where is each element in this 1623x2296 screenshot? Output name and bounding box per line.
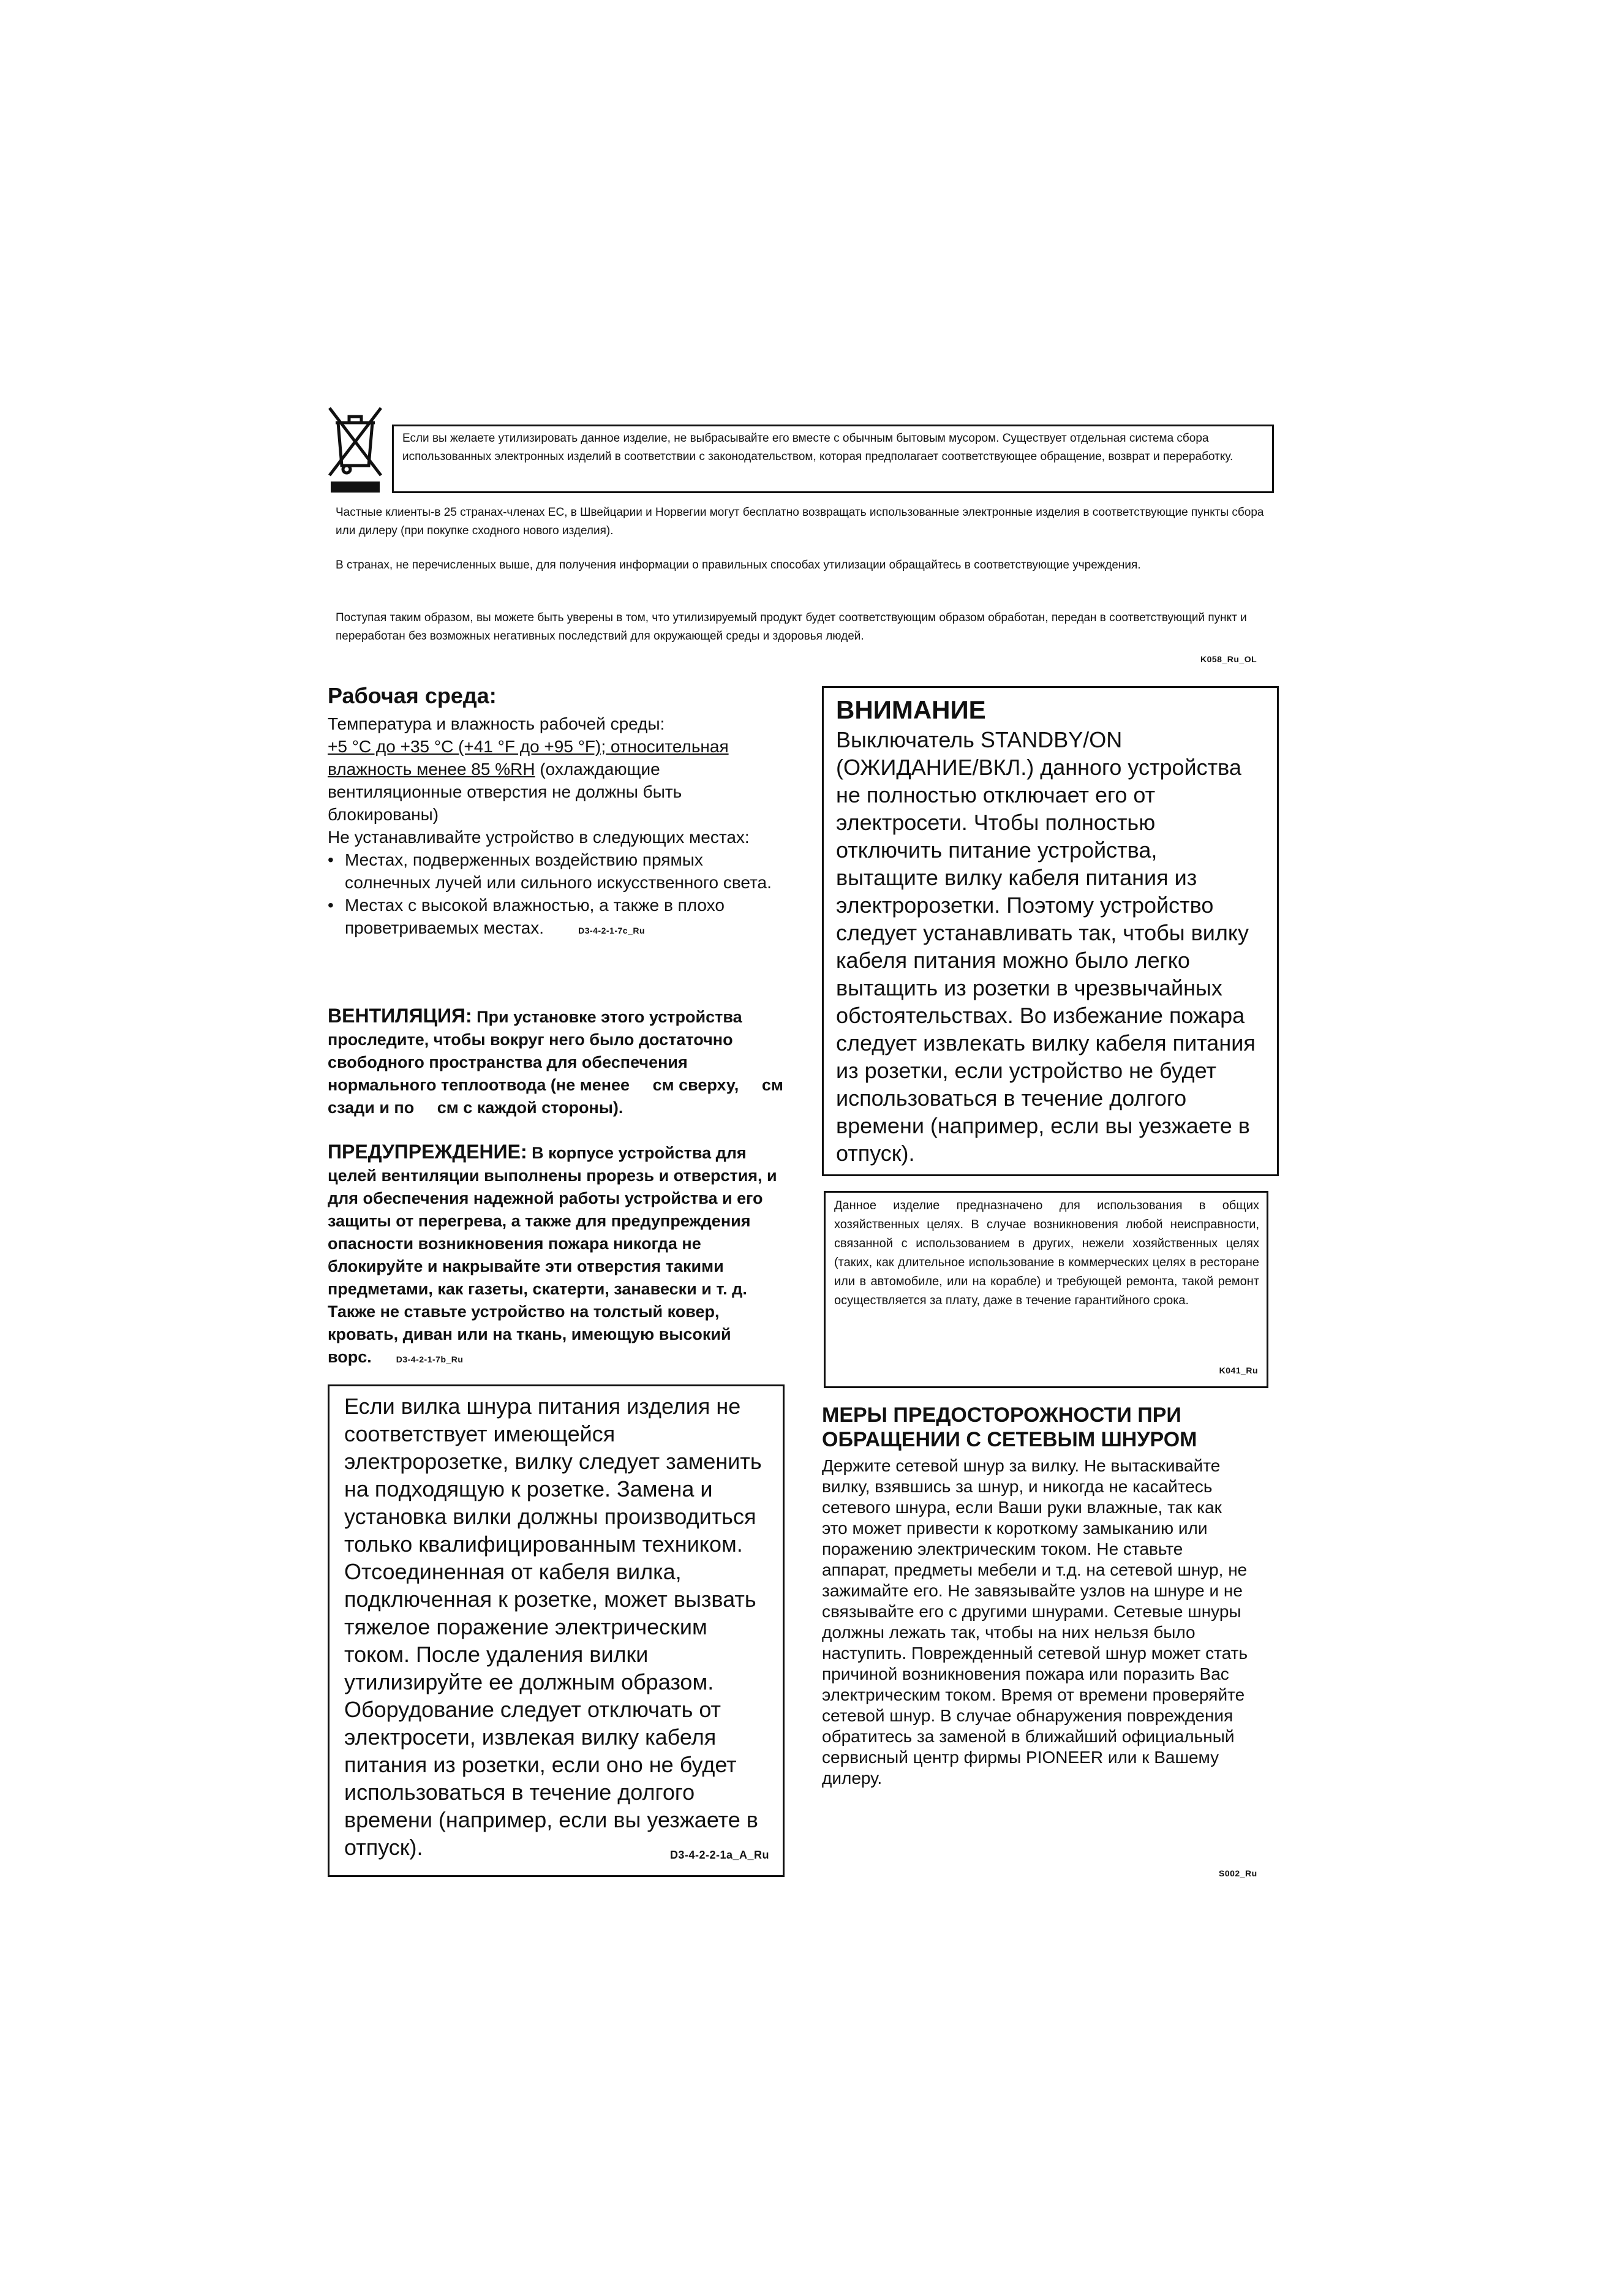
warning-ref-code: D3-4-2-1-7b_Ru [396, 1354, 464, 1364]
plug-ref-code: D3-4-2-2-1a_A_Ru [669, 1849, 769, 1861]
crossed-bin-icon [326, 404, 385, 496]
environment-title: Рабочая среда: [328, 683, 497, 708]
environment-range: +5 °C до +35 °C (+41 °F до +95 °F); относительная влажность менее 85 %RH [328, 737, 729, 779]
ventilation-section [328, 1005, 788, 1119]
environment-ref-code: D3-4-2-1-7c_Ru [578, 926, 646, 935]
cord-title: МЕРЫ ПРЕДОСТОРОЖНОСТИ ПРИ ОБРАЩЕНИИ С СЕТЕВЫМ ШНУРОМ [822, 1403, 1197, 1451]
environment-bullet-2: • Местах с высокой влажностью, а также в плохо проветриваемых местах. D3-4-2-1-7c_Ru [328, 894, 793, 942]
plug-replacement-text: Если вилка шнура питания изделия не соответствует имеющейся электророзетке, вилку следует заменить на подходящую к розетке. Замена и установка вилки должны производиться только квалифицированным техником. Отсоединенная от кабеля вилка, подключенная к розетке, может вызвать тяжелое поражение электрическим током. После удаления вилки утилизируйте ее должным образом. Оборудование следует отключать от электросети, извлекая вилку кабеля питания из розетки, если оно не будет использоваться в течение долгого времени (например, если вы уезжаете в отпуск). [344, 1394, 762, 1860]
cord-section [822, 1403, 1275, 1789]
environment-range-note: (охлаждающие вентиляционные отверстия не должны быть блокированы) [328, 760, 682, 824]
weee-notice-box [392, 425, 1274, 493]
warning-title: ПРЕДУПРЕЖДЕНИЕ: [328, 1141, 527, 1163]
household-ref-code: K041_Ru [1219, 1365, 1258, 1375]
caution-text: Выключатель STANDBY/ON (ОЖИДАНИЕ/ВКЛ.) данного устройства не полностью отключает его от электросети. Чтобы полностью отключить питание устройства, вытащите вилку кабеля питания из электророзетки. Поэтому устройство следует устанавливать так, чтобы вилку кабеля питания можно было легко вытащить из розетки в чрезвычайных обстоятельствах. Во избежание пожара следует извлекать вилку кабеля питания из розетки, если устройство не будет использоваться в течение долгого времени (например, если вы уезжаете в отпуск). [836, 727, 1256, 1166]
weee-notice-text: Если вы желаете утилизировать данное изделие, не выбрасывайте его вместе с обычным бытовым мусором. Существует отдельная система сбора использованных электронных изделий в соответствии с законодательством, которая предполагает соответствующее обращение, возврат и переработку. [402, 432, 1233, 463]
weee-paragraph-1: Частные клиенты-в 25 странах-членах ЕС, в Швейцарии и Норвегии могут бесплатно возвращать использованные электронные изделия в соответствующие пункты сбора или дилеру (при покупке сходного нового изделия). [336, 506, 1264, 537]
cord-text: Держите сетевой шнур за вилку. Не вытаскивайте вилку, взявшись за шнур, и никогда не касайтесь сетевого шнура, если Ваши руки влажные, так как это может привести к короткому замыканию или поражению электрическим током. Не ставьте аппарат, предметы мебели и т.д. на сетевой шнур, не зажимайте его. Не завязывайте узлов на шнуре и не связывайте его с другими шнурами. Сетевые шнуры должны лежать так, чтобы на них нельзя было наступить. Поврежденный сетевой шнур может стать причиной возникновения пожара или поразить Вас электрическим током. Время от времени проверяйте сетевой шнур. В случае обнаружения повреждения обратитесь за заменой в ближайший официальный сервисный центр фирмы PIONEER или к Вашему дилеру. [822, 1456, 1248, 1788]
caution-title: ВНИМАНИЕ [836, 695, 986, 724]
plug-replacement-box [328, 1384, 785, 1877]
environment-section [328, 683, 793, 942]
weee-paragraph-3: Поступая таким образом, вы можете быть уверены в том, что утилизируемый продукт будет соответствующим образом обработан, передан в соответствующий пункт и переработан без возможных негативных последствий для окружающей среды и здоровья людей. [336, 611, 1247, 643]
caution-box [822, 686, 1279, 1176]
environment-intro: Температура и влажность рабочей среды: [328, 714, 665, 733]
household-use-text: Данное изделие предназначено для использования в общих хозяйственных целях. В случае возникновения любой неисправности, связанной с использованием в других, нежели хозяйственных целях (таких, как длительное использование в коммерческих целях в ресторане или в автомобиле, или на корабле) и требующей ремонта, такой ремонт осуществляется за плату, даже в течение гарантийного срока. [834, 1199, 1259, 1307]
warning-section [328, 1141, 784, 1371]
ventilation-text: При установке этого устройства проследите, чтобы вокруг него было достаточно свободного пространства для обеспечения нормального теплоотвода (не менее см сверху, см сзади и по см с каждой стороны). [328, 1008, 788, 1117]
cord-ref-code: S002_Ru [1219, 1868, 1257, 1878]
weee-paragraph-2: В странах, не перечисленных выше, для получения информации о правильных способах утилизации обращайтесь в соответствующие учреждения. [336, 559, 1141, 572]
household-use-box [824, 1191, 1268, 1388]
ventilation-title: ВЕНТИЛЯЦИЯ: [328, 1005, 472, 1027]
environment-bullet-1: • Местах, подверженных воздействию прямых солнечных лучей или сильного искусственного света. [328, 848, 793, 894]
environment-placement-intro: Не устанавливайте устройство в следующих местах: [328, 828, 750, 847]
warning-text: В корпусе устройства для целей вентиляции выполнены прорезь и отверстия, и для обеспечения надежной работы устройства и его защиты от перегрева, а также для предупреждения опасности возникновения пожара никогда не блокируйте и накрывайте эти отверстия такими предметами, как газеты, скатерти, занавески и т. д. Также не ставьте устройство на толстый ковер, кровать, диван или на ткань, имеющую высокий ворс. [328, 1144, 777, 1366]
weee-ref-code: K058_Ru_OL [1200, 654, 1257, 664]
